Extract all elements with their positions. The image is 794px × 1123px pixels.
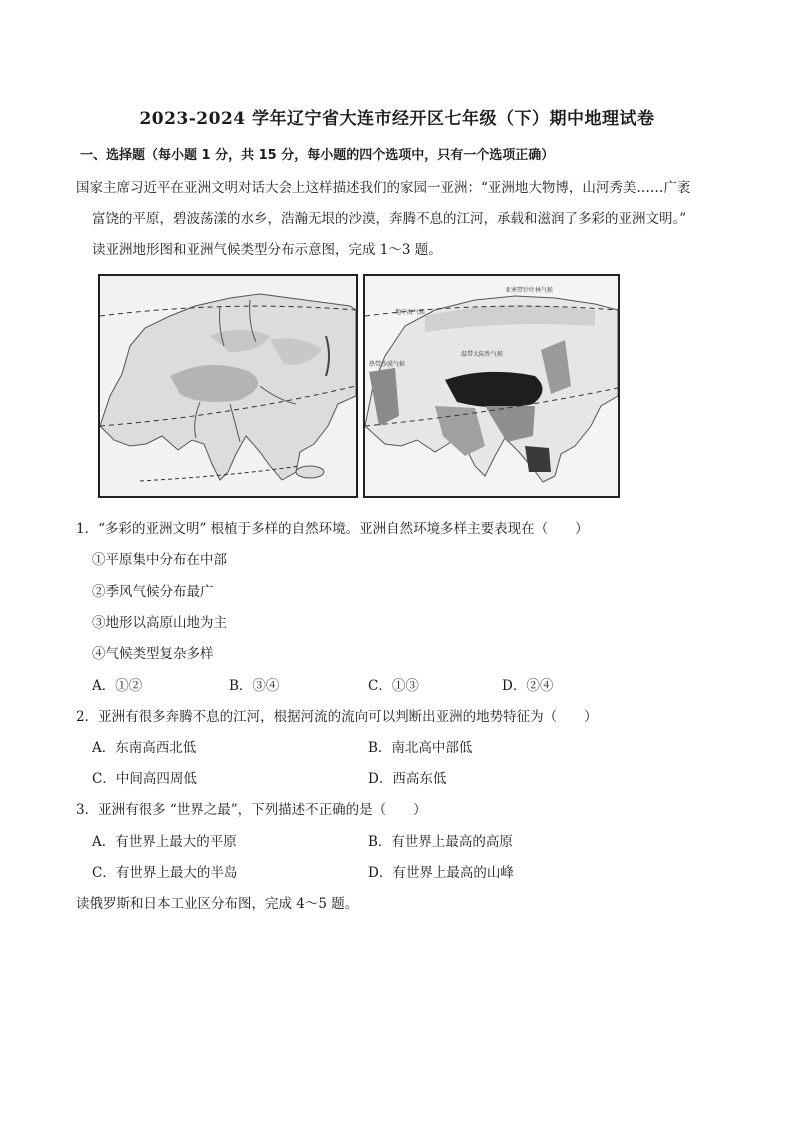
- question-3-stem: 3．亚洲有很多 “世界之最”，下列描述不正确的是（ ）: [76, 802, 427, 818]
- climate-label-tropical-desert: 热带沙漠气候: [369, 361, 406, 368]
- page-title: 2023-2024 学年辽宁省大连市经开区七年级（下）期中地理试卷: [139, 109, 655, 129]
- question-3-option-a[interactable]: A．有世界上最大的平原: [92, 834, 237, 850]
- climate-label-temperate-continental: 温带大陆性气候: [461, 351, 504, 358]
- intro-line-1: 国家主席习近平在亚洲文明对话大会上这样描述我们的家园一亚洲：“亚洲地大物博，山河秀美……广袤: [76, 180, 691, 196]
- intro-line-2: 富饶的平原，碧波荡漾的水乡，浩瀚无垠的沙漠，奔腾不息的江河，承载和滋润了多彩的亚洲文明。”: [92, 211, 687, 227]
- climate-map-drawing: [365, 276, 618, 496]
- question-1-option-b[interactable]: B．③④: [229, 678, 280, 694]
- question-2-option-c[interactable]: C．中间高四周低: [92, 771, 197, 787]
- question-1-option-c[interactable]: C．①③: [368, 678, 419, 694]
- climate-label-subarctic: 亚寒带针叶林气候: [505, 287, 554, 294]
- question-1-statement-2: ②季风气候分布最广: [92, 584, 214, 600]
- question-1-statement-3: ③地形以高原山地为主: [92, 615, 227, 631]
- question-2-option-a[interactable]: A．东南高西北低: [92, 740, 197, 756]
- question-1-statement-4: ④气候类型复杂多样: [92, 646, 214, 662]
- question-1-option-a[interactable]: A．①②: [92, 678, 143, 694]
- question-3-option-b[interactable]: B．有世界上最高的高原: [368, 834, 513, 850]
- section-heading: 一、选择题（每小题 1 分，共 15 分，每小题的四个选项中，只有一个选项正确）: [80, 148, 555, 163]
- asia-topographic-map: [98, 274, 358, 498]
- climate-label-mediterranean: 地中海气候: [395, 309, 426, 316]
- question-3-option-c[interactable]: C．有世界上最大的半岛: [92, 865, 238, 881]
- asia-maps-figure: [98, 274, 620, 498]
- question-2-stem: 2．亚洲有很多奔腾不息的江河，根据河流的流向可以判断出亚洲的地势特征为（ ）: [76, 709, 598, 725]
- topographic-map-drawing: [100, 276, 356, 496]
- question-1-option-d[interactable]: D．②④: [502, 678, 554, 694]
- question-2-option-d[interactable]: D．西高东低: [368, 771, 447, 787]
- outro-line: 读俄罗斯和日本工业区分布图，完成 4～5 题。: [76, 896, 359, 912]
- intro-line-3: 读亚洲地形图和亚洲气候类型分布示意图，完成 1～3 题。: [92, 242, 442, 258]
- question-1-stem: 1．“多彩的亚洲文明” 根植于多样的自然环境。亚洲自然环境多样主要表现在（ ）: [76, 521, 589, 537]
- question-1-statement-1: ①平原集中分布在中部: [92, 552, 227, 568]
- question-3-option-d[interactable]: D．有世界上最高的山峰: [368, 865, 514, 881]
- question-2-option-b[interactable]: B．南北高中部低: [368, 740, 473, 756]
- asia-climate-map: [363, 274, 620, 498]
